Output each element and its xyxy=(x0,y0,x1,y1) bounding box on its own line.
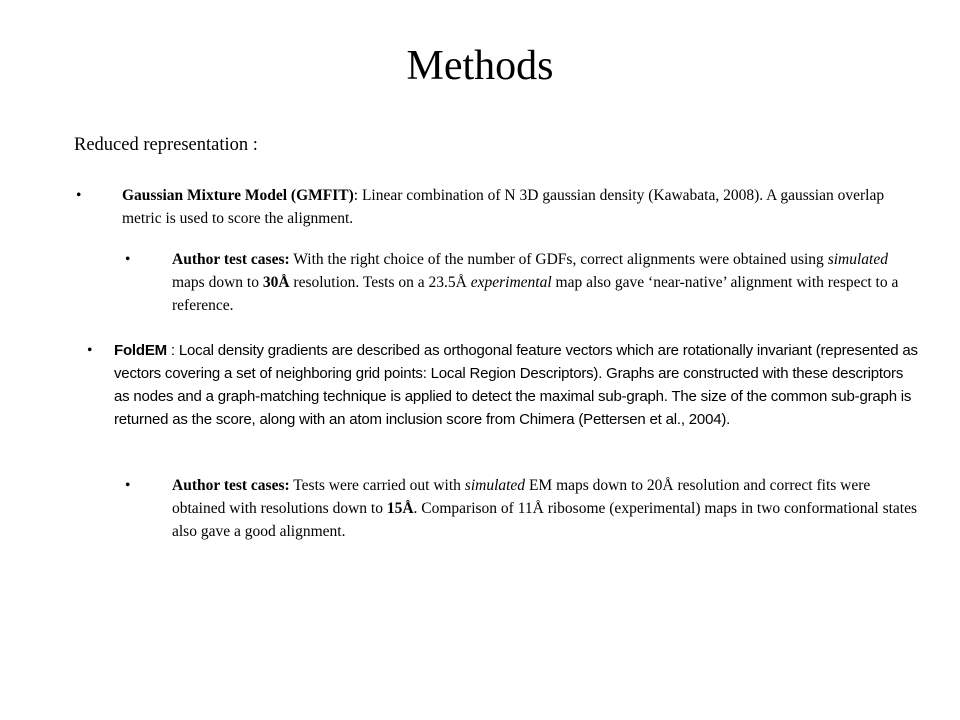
sub-bullet-text: With the right choice of the number of GDFs, correct alignments were obtained using xyxy=(289,251,828,268)
bullet-foldem xyxy=(87,339,919,431)
sub-bullet-lead: Author test cases: xyxy=(172,477,290,494)
bullet-text: : Linear combination of N 3D gaussian density (Kawabata, 2008). A gaussian overlap metric is used to score the alignment. xyxy=(122,187,885,227)
bullet-text: : Local density gradients are described as orthogonal feature vectors which are rotationally invariant (represented as vectors covering a set of neighboring grid points: Local Region Descriptors). Graphs are constructed with these descriptors as nodes and a graph-matching technique is applied to detect the maximal sub-graph. The size of the common sub-graph is returned as the score, along with an atom inclusion score from Chimera (Pettersen et al., 2004). xyxy=(114,342,918,428)
emphasis-resolution: 15Å xyxy=(386,500,414,517)
sub-bullet-foldem-tests xyxy=(125,474,924,543)
sub-bullet-gmfit-tests xyxy=(125,248,924,317)
bullet-marker: • xyxy=(87,342,93,359)
bullet-lead: FoldEM xyxy=(114,342,167,359)
bullet-gmfit xyxy=(76,184,922,230)
sub-bullet-text: resolution. Tests on a 23.5Å xyxy=(289,274,471,291)
sub-bullet-text: EM maps down to 20Å resolution and correct fits were obtained with resolutions down to xyxy=(172,477,871,517)
sub-bullet-text: maps down to xyxy=(172,274,263,291)
bullet-marker: • xyxy=(76,187,82,204)
section-subtitle: Reduced representation : xyxy=(74,135,258,155)
sub-bullet-lead: Author test cases: xyxy=(172,251,290,268)
sub-bullet-text: . Comparison of 11Å ribosome (experimental) maps in two conformational states also gave a good alignment. xyxy=(172,500,918,540)
bullet-lead: Gaussian Mixture Model (GMFIT) xyxy=(122,187,354,204)
bullet-marker: • xyxy=(125,251,131,268)
bullet-marker: • xyxy=(125,477,131,494)
emphasis-simulated: simulated xyxy=(827,251,888,268)
emphasis-resolution: 30Å xyxy=(262,274,290,291)
slide-title: Methods xyxy=(406,43,554,89)
emphasis-simulated: simulated xyxy=(464,477,526,494)
emphasis-experimental: experimental xyxy=(470,274,552,291)
sub-bullet-text: map also gave ‘near-native’ alignment with respect to a reference. xyxy=(172,274,899,314)
sub-bullet-text: Tests were carried out with xyxy=(289,477,465,494)
